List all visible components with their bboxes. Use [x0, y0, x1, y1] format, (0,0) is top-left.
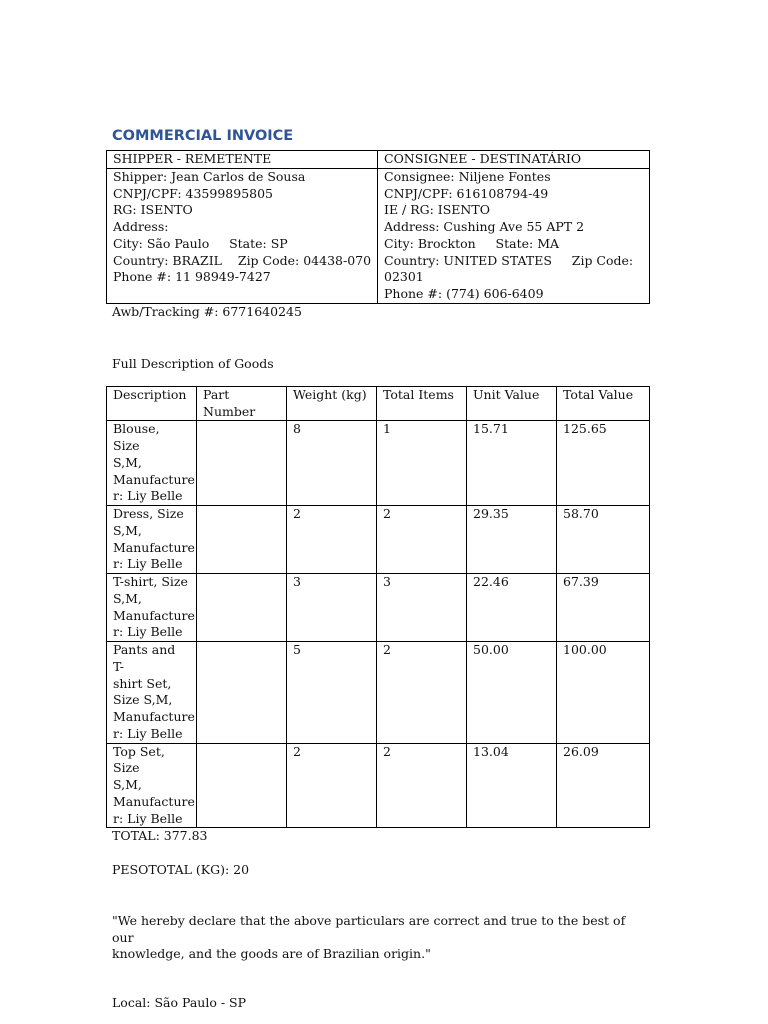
- parties-table: [106, 150, 650, 304]
- description-line: Manufacture: [113, 607, 195, 623]
- consignee-cpf: CNPJ/CPF: 616108794-49: [384, 185, 549, 201]
- shipper-details: [107, 168, 378, 303]
- cell-unit-value: 15.71: [467, 421, 557, 506]
- description-line: Manufacture: [113, 539, 195, 555]
- consignee-city: City: Brockton State: MA: [384, 235, 560, 251]
- col-header-total-items: Total Items: [377, 386, 467, 421]
- cell-total-value: 67.39: [557, 574, 650, 642]
- description-line: Dress, Size: [113, 506, 184, 521]
- description-line: T-shirt, Size: [113, 574, 188, 589]
- description-line: Pants and T-: [113, 642, 176, 674]
- cell-weight: 8: [287, 421, 377, 506]
- description-line: shirt Set,: [113, 675, 172, 691]
- cell-description: [107, 642, 197, 744]
- description-line: r: Liy Belle: [113, 725, 183, 741]
- cell-part-number: [197, 574, 287, 642]
- col-header-weight: Weight (kg): [287, 386, 377, 421]
- consignee-phone: Phone #: (774) 606-6409: [384, 286, 544, 301]
- cell-total-value: 58.70: [557, 506, 650, 574]
- col-header-unit-value: Unit Value: [467, 386, 557, 421]
- shipper-cpf: CNPJ/CPF: 43599895805: [113, 185, 274, 201]
- table-row: [107, 743, 650, 828]
- cell-description: [107, 743, 197, 828]
- cell-part-number: [197, 743, 287, 828]
- invoice-page: [106, 126, 649, 1012]
- cell-part-number: [197, 506, 287, 574]
- description-line: r: Liy Belle: [113, 624, 183, 640]
- invoice-title: COMMERCIAL INVOICE: [112, 128, 294, 144]
- cell-items: 2: [377, 642, 467, 744]
- awb-tracking: Awb/Tracking #: 6771640245: [112, 303, 302, 319]
- description-line: r: Liy Belle: [113, 556, 183, 572]
- shipper-city: City: São Paulo State: SP: [113, 235, 288, 251]
- cell-weight: 3: [287, 574, 377, 642]
- consignee-address: Address: Cushing Ave 55 APT 2: [384, 219, 585, 234]
- cell-total-value: 100.00: [557, 642, 650, 744]
- description-line: Manufacture: [113, 793, 195, 809]
- description-line: r: Liy Belle: [113, 810, 183, 826]
- peso-total: PESOTOTAL (KG): 20: [112, 862, 250, 877]
- consignee-details: [378, 168, 650, 303]
- shipper-phone: Phone #: 11 98949-7427: [113, 269, 271, 285]
- local: Local: São Paulo - SP: [112, 995, 246, 1010]
- goods-header-row: [107, 386, 650, 421]
- full-description-label: Full Description of Goods: [112, 355, 274, 371]
- description-line: Blouse, Size: [113, 421, 160, 453]
- cell-unit-value: 50.00: [467, 642, 557, 744]
- cell-description: [107, 574, 197, 642]
- table-row: [107, 642, 650, 744]
- consignee-country: Country: UNITED STATES Zip Code:: [384, 252, 634, 268]
- description-line: S,M,: [113, 777, 142, 792]
- cell-items: 1: [377, 421, 467, 506]
- col-header-part-number: Part Number: [197, 386, 287, 421]
- description-line: Top Set, Size: [113, 743, 165, 776]
- consignee-name: Consignee: Niljene Fontes: [384, 168, 551, 184]
- description-line: S,M,: [113, 454, 142, 470]
- shipper-address: Address:: [113, 219, 169, 234]
- declaration-line: "We hereby declare that the above particulars are correct and true to the best of our: [112, 912, 626, 945]
- description-line: S,M,: [113, 590, 142, 606]
- cell-items: 3: [377, 574, 467, 642]
- shipper-name: Shipper: Jean Carlos de Sousa: [113, 168, 306, 184]
- cell-total-value: 125.65: [557, 421, 650, 506]
- cell-unit-value: 13.04: [467, 743, 557, 828]
- description-line: Manufacture: [113, 709, 195, 724]
- total-value: TOTAL: 377.83: [112, 828, 208, 844]
- table-row: [107, 421, 650, 506]
- cell-part-number: [197, 421, 287, 506]
- cell-description: [107, 421, 197, 506]
- cell-total-value: 26.09: [557, 743, 650, 828]
- table-row: [107, 574, 650, 642]
- cell-unit-value: 22.46: [467, 574, 557, 642]
- goods-table: [106, 386, 650, 829]
- cell-part-number: [197, 642, 287, 744]
- description-line: S,M,: [113, 522, 142, 538]
- cell-weight: 2: [287, 743, 377, 828]
- shipper-country: Country: BRAZIL Zip Code: 04438-070: [113, 252, 372, 268]
- consignee-zip: 02301: [384, 269, 424, 285]
- cell-items: 2: [377, 743, 467, 828]
- description-line: Size S,M,: [113, 692, 173, 708]
- declaration-line: knowledge, and the goods are of Brazilian origin.": [112, 946, 431, 962]
- col-header-total-value: Total Value: [557, 386, 650, 421]
- consignee-header: CONSIGNEE - DESTINATÁRIO: [378, 151, 650, 169]
- description-line: r: Liy Belle: [113, 488, 183, 504]
- declaration: [112, 913, 649, 963]
- cell-description: [107, 506, 197, 574]
- cell-weight: 2: [287, 506, 377, 574]
- cell-unit-value: 29.35: [467, 506, 557, 574]
- table-row: [107, 506, 650, 574]
- shipper-header: SHIPPER - REMETENTE: [107, 151, 378, 169]
- cell-weight: 5: [287, 642, 377, 744]
- consignee-rg: IE / RG: ISENTO: [384, 202, 490, 218]
- cell-items: 2: [377, 506, 467, 574]
- col-header-description: Description: [107, 386, 197, 421]
- description-line: Manufacture: [113, 471, 195, 487]
- shipper-rg: RG: ISENTO: [113, 202, 193, 218]
